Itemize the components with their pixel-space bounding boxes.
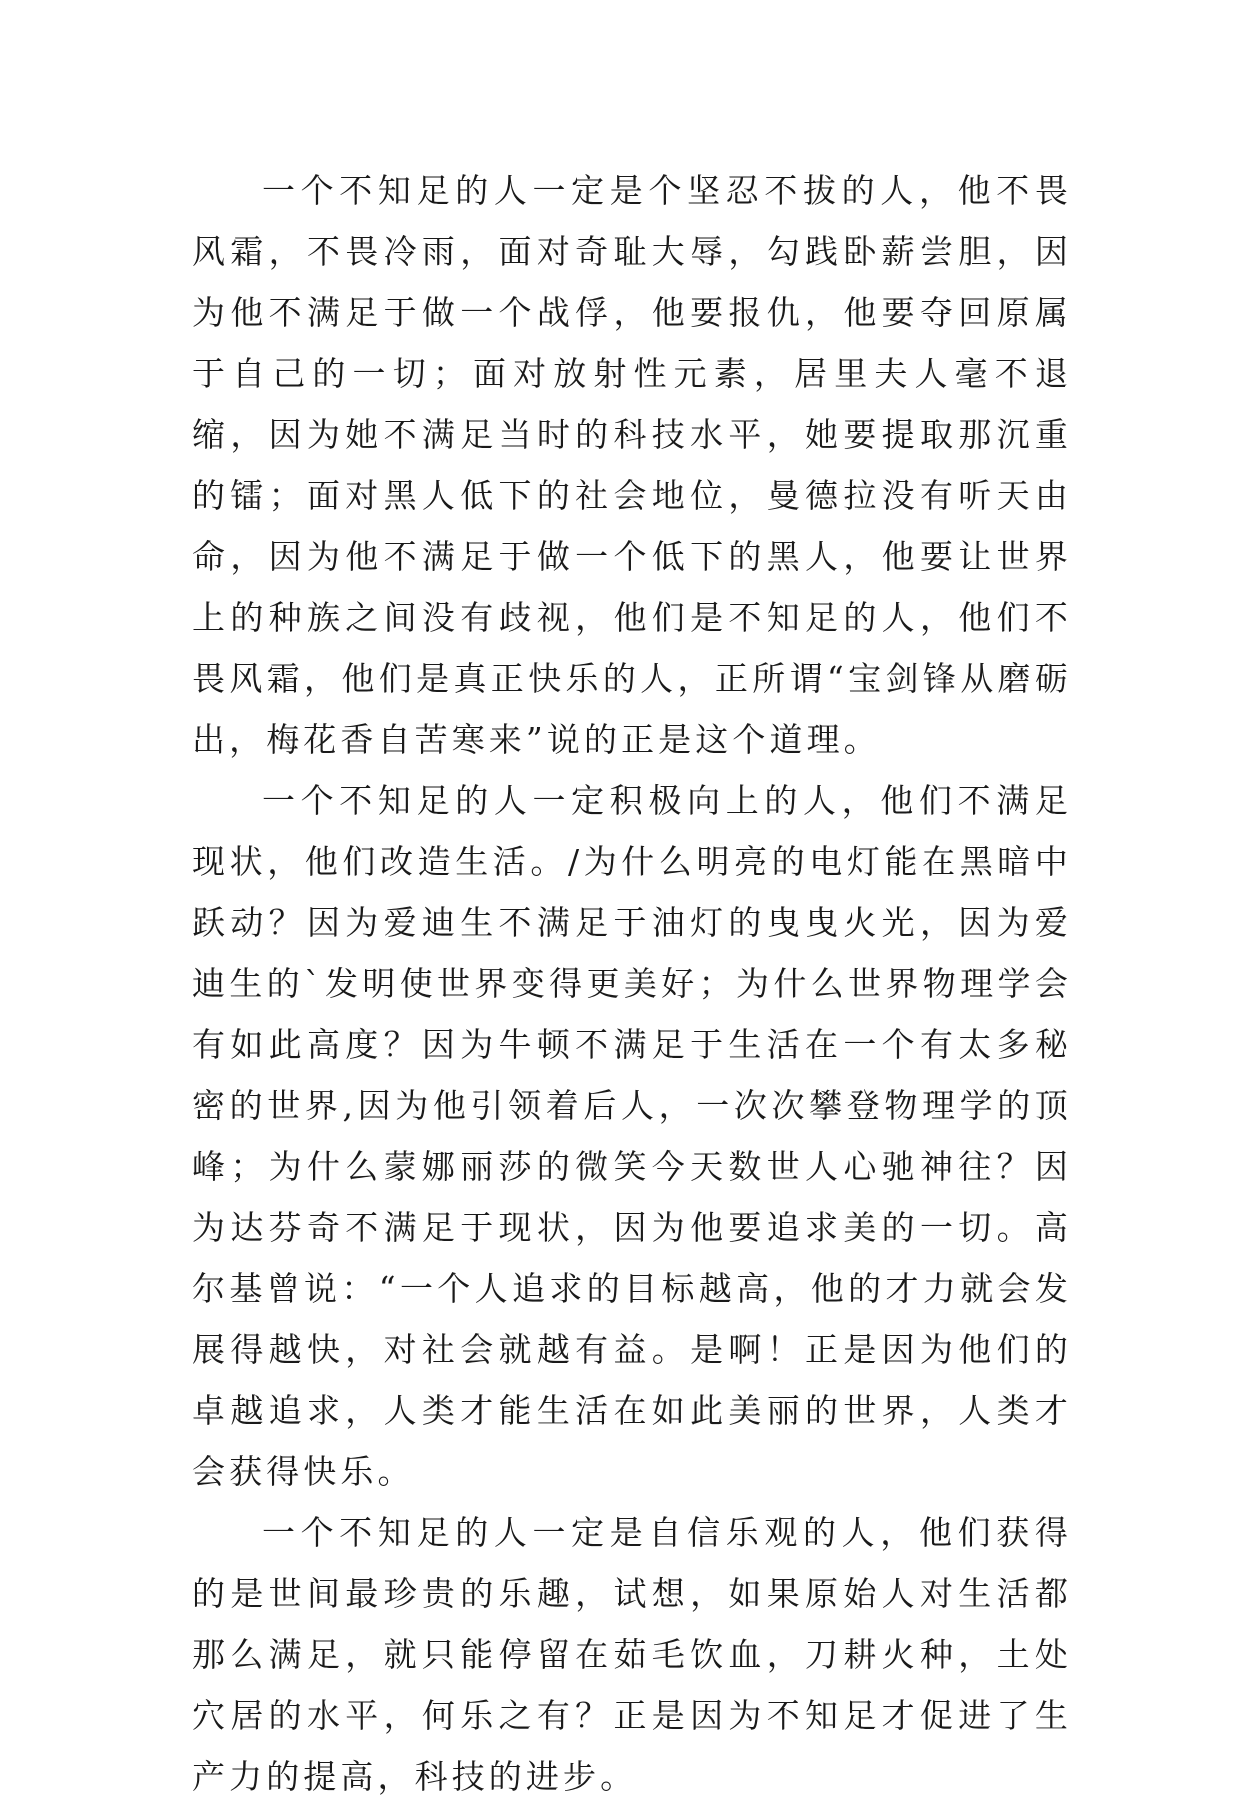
paragraph-2: 一个不知足的人一定积极向上的人，他们不满足现状，他们改造生活。/为什么明亮的电灯能在黑暗中跃动？因为爱迪生不满足于油灯的曳曳火光，因为爱迪生的`发明使世界变得更美好；为什么世界物理学会有如此高度？因为牛顿不满足于生活在一个有太多秘密的世界,因为他引领着后人，一次次攀登物理学的顶峰；为什么蒙娜丽莎的微笑今天数世人心驰神往？因为达芬奇不满足于现状，因为他要追求美的一切。高尔基曾说：“一个人追求的目标越高，他的才力就会发展得越快，对社会就越有益。是啊！正是因为他们的卓越追求，人类才能生活在如此美丽的世界，人类才会获得快乐。 [192,781,1072,1491]
paragraph-1: 一个不知足的人一定是个坚忍不拔的人，他不畏风霜，不畏冷雨，面对奇耻大辱，勾践卧薪尝胆，因为他不满足于做一个战俘，他要报仇，他要夺回原属于自己的一切；面对放射性元素，居里夫人毫不退缩，因为她不满足当时的科技水平，她要提取那沉重的镭；面对黑人低下的社会地位，曼德拉没有听天由命，因为他不满足于做一个低下的黑人，他要让世界上的种族之间没有歧视，他们是不知足的人，他们不畏风霜，他们是真正快乐的人，正所谓“宝剑锋从磨砺出，梅花香自苦寒来”说的正是这个道理。 [192,171,1072,759]
paragraph-3: 一个不知足的人一定是自信乐观的人，他们获得的是世间最珍贵的乐趣，试想，如果原始人对生活都那么满足，就只能停留在茹毛饮血，刀耕火种，土处穴居的水平，何乐之有？正是因为不知足才促进了生产力的提高，科技的进步。 [192,1513,1072,1796]
document-body [192,160,1072,1807]
